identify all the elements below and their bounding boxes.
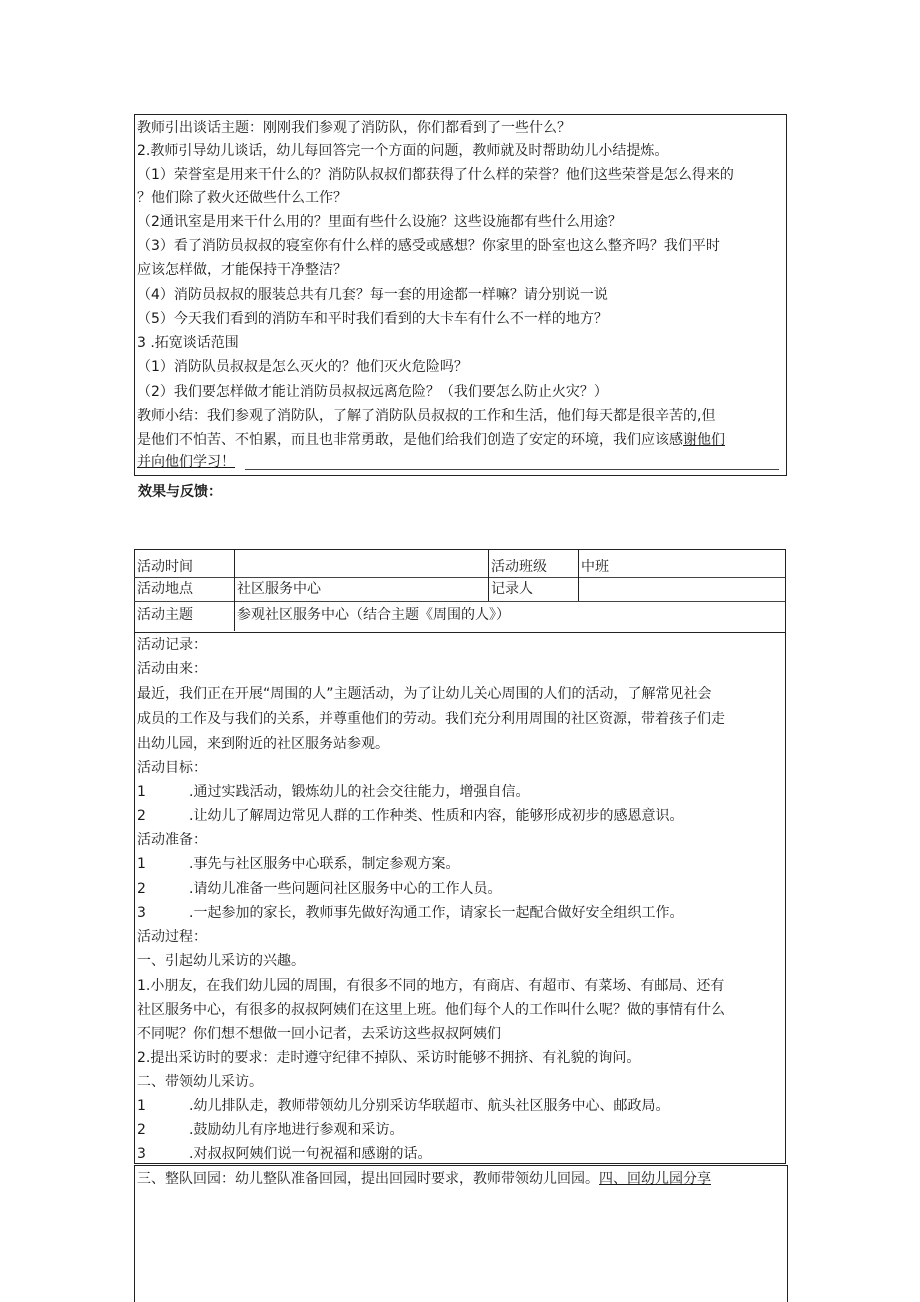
top-summary-line2	[137, 429, 725, 451]
top-line-2: （1）荣誉室是用来干什么的？消防队叔叔们都获得了什么样的荣誉？他们这些荣誉是怎么得来的	[137, 167, 734, 183]
prep-item-3-num: 3	[137, 905, 146, 921]
step1-line-1: 社区服务中心，有很多的叔叔阿姨们在这里上班。他们每个人的工作叫什么呢？做的事情有什么	[137, 1002, 725, 1018]
place-value: 社区服务中心	[237, 581, 321, 597]
step4-underlined: 四、回幼儿园分享	[599, 1171, 711, 1187]
top-section-bottom-rule	[245, 469, 779, 470]
step2-item-3-num: 3	[137, 1146, 146, 1162]
step1-line-3: 2.提出采访时的要求：走时遵守纪律不掉队、采访时能够不拥挤、有礼貌的询问。	[137, 1050, 641, 1066]
process-title: 活动过程：	[137, 929, 207, 945]
prep-item-1-text: .事先与社区服务中心联系，制定参观方案。	[189, 856, 460, 872]
goal-title: 活动目标：	[137, 760, 207, 776]
prep-title: 活动准备：	[137, 832, 207, 848]
summary-line2-underlined: 谢他们	[683, 432, 725, 448]
step2-item-3-text: .对叔叔阿姨们说一句祝福和感谢的话。	[189, 1146, 432, 1162]
recorder-label: 记录人	[491, 581, 533, 597]
top-line-12: 教师小结：我们参观了消防队，了解了消防队员叔叔的工作和生活，他们每天都是很辛苦的,但	[137, 408, 716, 424]
theme-value: 参观社区服务中心（结合主题《周围的人》）	[237, 607, 510, 623]
step2-item-1	[137, 1095, 669, 1117]
top-line-6: 应该怎样做，才能保持干净整洁？	[137, 262, 347, 278]
record-table-col-line-2	[488, 549, 489, 601]
top-line-5: （3）看了消防员叔叔的寝室你有什么样的感受或感想？你家里的卧室也这么整齐吗？我们平时	[137, 238, 720, 254]
origin-line-0: 最近，我们正在开展“周围的人”主题活动，为了让幼儿关心周围的人们的活动，了解常见社会	[137, 686, 712, 702]
record-table-row-line-1	[134, 577, 785, 578]
place-label: 活动地点	[137, 581, 193, 597]
step2-title: 二、带领幼儿采访。	[137, 1074, 263, 1090]
record-table-col-line-3	[578, 549, 579, 601]
step1-line-0: 1.小朋友，在我们幼儿园的周围，有很多不同的地方，有商店、有超市、有菜场、有邮局、还有	[137, 978, 725, 994]
goal-item-2-num: 2	[137, 808, 146, 824]
step1-line-2: 不同呢？你们想不想做一回小记者，去采访这些叔叔阿姨们	[137, 1026, 501, 1042]
goal-item-2-text: .让幼儿了解周边常见人群的工作种类、性质和内容，能够形成初步的感恩意识。	[189, 808, 684, 824]
time-label: 活动时间	[137, 559, 193, 575]
step2-item-1-num: 1	[137, 1098, 146, 1114]
top-line-7: （4）消防员叔叔的服装总共有几套？每一套的用途都一样嘛？请分别说一说	[137, 287, 608, 303]
step1-title: 一、引起幼儿采访的兴趣。	[137, 953, 305, 969]
goal-item-1	[137, 781, 529, 803]
top-line-4: （2通讯室是用来干什么用的？里面有些什么设施？这些设施都有些什么用途？	[137, 214, 622, 230]
prep-item-2-num: 2	[137, 881, 146, 897]
top-summary-line3: 并向他们学习！	[137, 454, 235, 470]
goal-item-2	[137, 805, 683, 827]
prep-item-1	[137, 853, 459, 875]
goal-item-1-text: .通过实践活动，锻炼幼儿的社会交往能力，增强自信。	[189, 784, 530, 800]
origin-line-1: 成员的工作及与我们的关系，并尊重他们的劳动。我们充分利用周围的社区资源，带着孩子们走	[137, 711, 725, 727]
step2-item-2-text: .鼓励幼儿有序地进行参观和采访。	[189, 1122, 404, 1138]
prep-item-2	[137, 878, 501, 900]
prep-item-2-text: .请幼儿准备一些问题问社区服务中心的工作人员。	[189, 881, 502, 897]
feedback-label: 效果与反馈：	[138, 484, 222, 500]
top-line-1: 2.教师引导幼儿谈话，幼儿每回答完一个方面的问题，教师就及时帮助幼儿小结提炼。	[137, 143, 669, 159]
prep-item-3	[137, 902, 683, 924]
top-line-3: ？他们除了救火还做些什么工作？	[137, 190, 347, 206]
class-value: 中班	[581, 559, 609, 575]
record-table-col-line-1	[234, 549, 235, 631]
origin-title: 活动由来：	[137, 661, 207, 677]
step2-item-2	[137, 1119, 403, 1141]
step2-item-3	[137, 1143, 431, 1165]
step2-item-1-text: .幼儿排队走，教师带领幼儿分别采访华联超市、航头社区服务中心、邮政局。	[189, 1098, 670, 1114]
prep-item-3-text: .一起参加的家长，教师事先做好沟通工作，请家长一起配合做好安全组织工作。	[189, 905, 684, 921]
top-line-0: 教师引出谈话主题：刚刚我们参观了消防队，你们都看到了一些什么？	[137, 120, 571, 136]
summary-line2-prefix: 是他们不怕苦、不怕累，而且也非常勇敢，是他们给我们创造了安定的环境，我们应该感	[137, 432, 683, 448]
goal-item-1-num: 1	[137, 784, 146, 800]
step3-text: 三、整队回园：幼儿整队准备回园，提出回园时要求，教师带领幼儿回园。	[137, 1171, 599, 1187]
theme-label: 活动主题	[137, 607, 193, 623]
origin-line-2: 出幼儿园，来到附近的社区服务站参观。	[137, 736, 389, 752]
record-title: 活动记录：	[137, 637, 207, 653]
step2-item-2-num: 2	[137, 1122, 146, 1138]
top-line-10: （1）消防队员叔叔是怎么灭火的？他们灭火危险吗？	[137, 359, 468, 375]
class-label: 活动班级	[491, 559, 547, 575]
top-line-9: 3 .拓宽谈话范围	[137, 335, 239, 351]
top-line-8: （5）今天我们看到的消防车和平时我们看到的大卡车有什么不一样的地方？	[137, 311, 608, 327]
prep-item-1-num: 1	[137, 856, 146, 872]
top-line-11: （2）我们要怎样做才能让消防员叔叔远离危险？（我们要怎么防止火灾？）	[137, 384, 608, 400]
step3-line	[137, 1168, 711, 1190]
record-table-row-line-2	[134, 601, 785, 602]
